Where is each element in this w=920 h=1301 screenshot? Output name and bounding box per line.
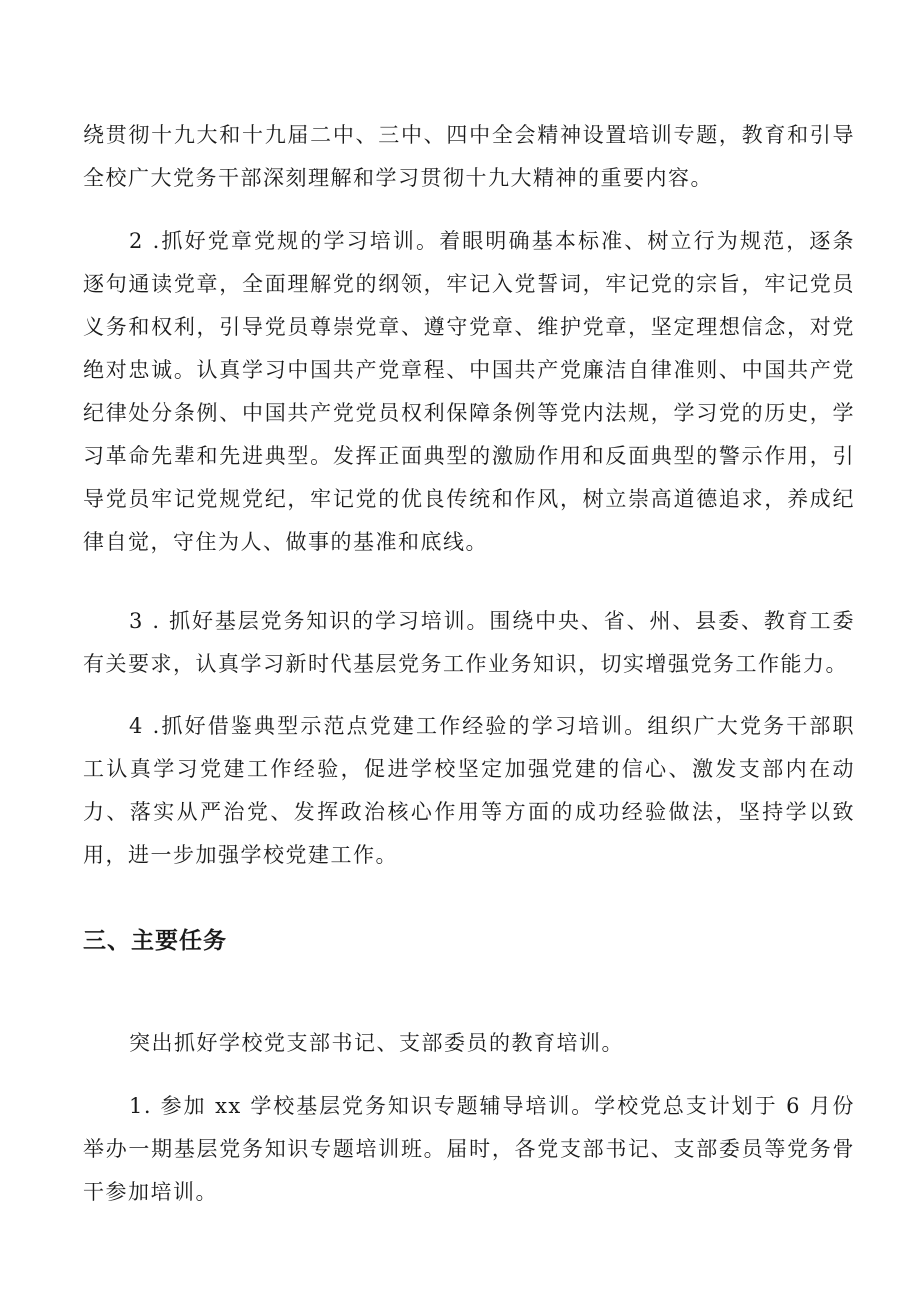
section-heading-main-tasks: 三、主要任务 <box>83 928 227 954</box>
paragraph-continued-intro: 绕贯彻十九大和十九届二中、三中、四中全会精神设置培训专题，教育和引导全校广大党务干部深刻理解和学习贯彻十九大精神的重要内容。 <box>83 123 855 190</box>
paragraph-task-item-1: 1. 参加 xx 学校基层党务知识专题辅导培训。学校党总支计划于 6 月份举办一期基层党务知识专题培训班。届时，各党支部书记、支部委员等党务骨干参加培训。 <box>83 1094 855 1204</box>
paragraph-item-4-experience: 4 .抓好借鉴典型示范点党建工作经验的学习培训。组织广大党务干部职工认真学习党建工作经验，促进学校坚定加强党建的信心、激发支部内在动力、落实从严治党、发挥政治核心作用等方面的成功经验做法，坚持学以致用，进一步加强学校党建工作。 <box>83 714 855 867</box>
paragraph-item-2-party-constitution: 2 .抓好党章党规的学习培训。着眼明确基本标准、树立行为规范，逐条逐句通读党章，全面理解党的纲领，牢记入党誓词，牢记党的宗旨，牢记党员义务和权利，引导党员尊崇党章、遵守党章、维护党章，坚定理想信念，对党绝对忠诚。认真学习中国共产党章程、中国共产党廉洁自律准则、中国共产党纪律处分条例、中国共产党党员权利保障条例等党内法规，学习党的历史，学习革命先辈和先进典型。发挥正面典型的激励作用和反面典型的警示作用，引导党员牢记党规党纪，牢记党的优良传统和作风，树立崇高道德追求，养成纪律自觉，守住为人、做事的基准和底线。 <box>83 229 855 554</box>
paragraph-section-intro: 突出抓好学校党支部书记、支部委员的教育培训。 <box>129 1031 624 1055</box>
paragraph-item-3-party-affairs: 3 . 抓好基层党务知识的学习培训。围绕中央、省、州、县委、教育工委有关要求，认真学习新时代基层党务工作业务知识，切实增强党务工作能力。 <box>83 609 855 676</box>
